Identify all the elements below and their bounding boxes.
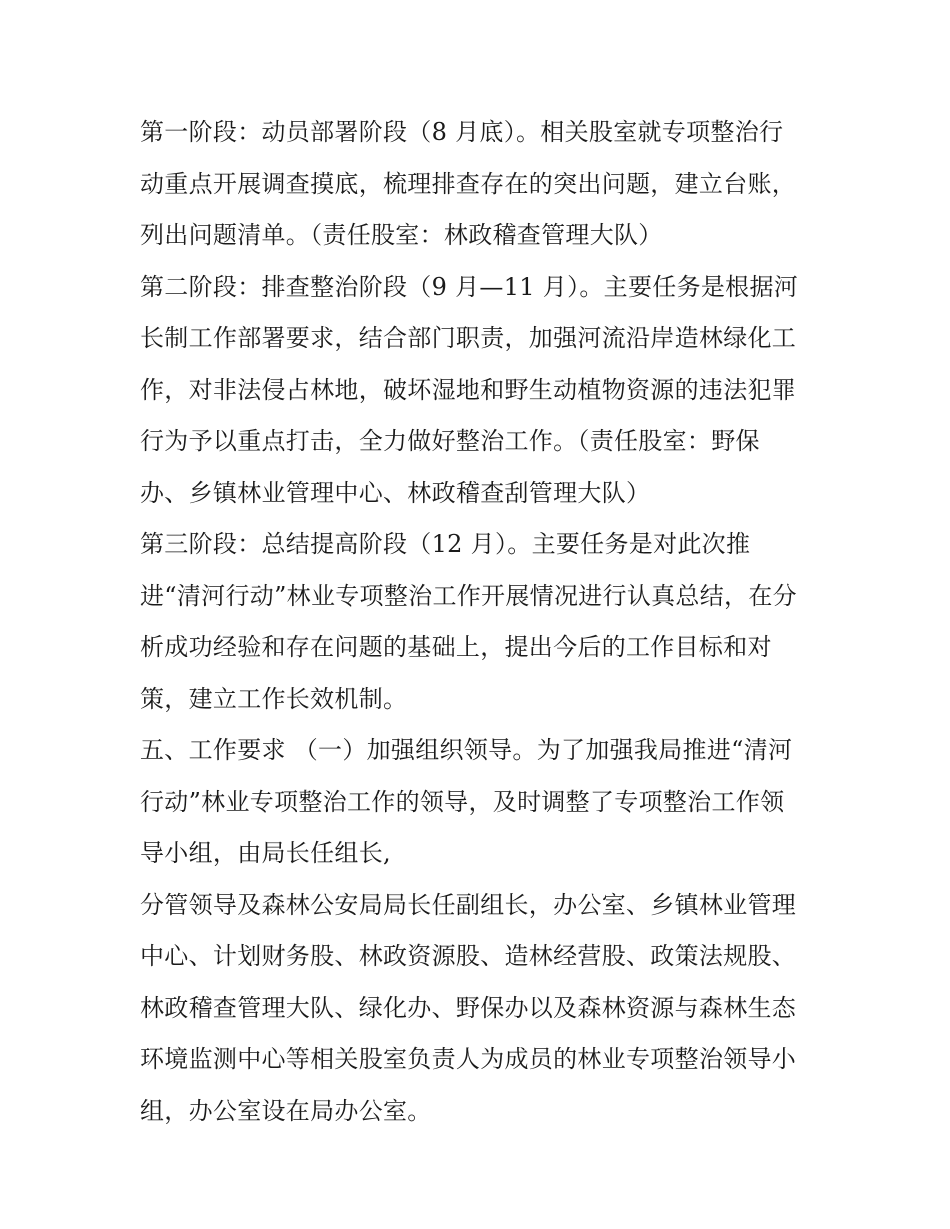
text-line-4: 第二阶段：排查整治阶段（9 月—11 月）。主要任务是根据河 [140, 272, 799, 301]
text-line-1: 第一阶段：动员部署阶段（8 月底）。相关股室就专项整治行 [140, 118, 784, 146]
text-line-16: 分管领导及森林公安局局长任副组长，办公室、乡镇林业管理 [140, 890, 797, 919]
document-body [140, 107, 820, 1137]
text-line-17: 中心、计划财务股、林政资源股、造林经营股、政策法规股、 [140, 942, 797, 970]
text-line-6: 作，对非法侵占林地，破坏湿地和野生动植物资源的违法犯罪 [140, 375, 797, 404]
text-line-15: 导小组，由局长任组长, [140, 839, 391, 867]
text-line-18: 林政稽查管理大队、绿化办、野保办以及森林资源与森林生态 [140, 993, 797, 1022]
text-line-11: 析成功经验和存在问题的基础上，提出今后的工作目标和对 [140, 633, 772, 661]
text-line-14: 行动”林业专项整治工作的领导，及时调整了专项整治工作领 [140, 787, 785, 816]
text-line-12: 策，建立工作长效机制。 [140, 684, 408, 713]
text-line-3: 列出问题清单。（责任股室：林政稽查管理大队） [140, 221, 663, 249]
text-line-2: 动重点开展调查摸底，梳理排查存在的突出问题，建立台账， [140, 169, 797, 198]
text-line-7: 行为予以重点打击，全力做好整治工作。（责任股室：野保 [140, 427, 760, 455]
text-line-20: 组，办公室设在局办公室。 [140, 1096, 432, 1125]
text-line-8: 办、乡镇林业管理中心、林政稽查刮管理大队） [140, 478, 651, 507]
text-line-10: 进“清河行动”林业专项整治工作开展情况进行认真总结，在分 [140, 581, 797, 610]
text-line-19: 环境监测中心等相关股室负责人为成员的林业专项整治领导小 [140, 1045, 797, 1073]
text-line-9: 第三阶段：总结提高阶段（12 月）。主要任务是对此次推 [140, 530, 751, 558]
text-line-5: 长制工作部署要求，结合部门职责，加强河流沿岸造林绿化工 [140, 324, 797, 352]
text-line-13: 五、工作要求 （一）加强组织领导。为了加强我局推进“清河 [140, 736, 793, 764]
